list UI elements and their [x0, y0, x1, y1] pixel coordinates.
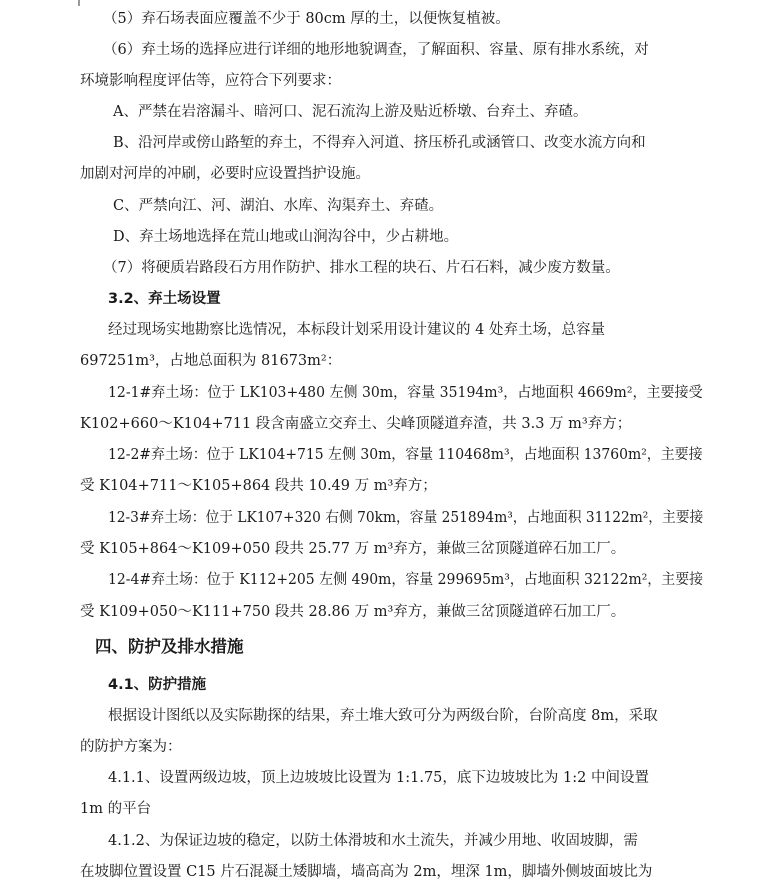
protection-intro: 根据设计图纸以及实际勘探的结果，弃土堆大致可分为两级台阶，台阶高度 8m，采取 — [108, 708, 658, 724]
site-summary-cont: 697251m³，占地总面积为 81673m²： — [80, 353, 342, 369]
clause-4-1-2-cont: 在坡脚位置设置 C15 片石混凝土矮脚墙，墙高高为 2m，埋深 1m，脚墙外侧坡面坡比为 — [80, 864, 653, 880]
paragraph-item-5: （5）弃石场表面应覆盖不少于 80cm 厚的土，以便恢复植被。 — [103, 11, 510, 27]
section-heading-3-2: 3.2、弃土场设置 — [108, 291, 221, 307]
requirement-a: A、严禁在岩溶漏斗、暗河口、泥石流沟上游及贴近桥墩、台弃土、弃碴。 — [113, 104, 588, 120]
requirement-b-cont: 加剧对河岸的冲刷，必要时应设置挡护设施。 — [80, 166, 370, 182]
paragraph-item-7: （7）将硬质岩路段石方用作防护、排水工程的块石、片石石料，减少废方数量。 — [103, 260, 620, 276]
paragraph-item-6-cont: 环境影响程度评估等，应符合下列要求： — [80, 73, 341, 89]
site-summary: 经过现场实地勘察比选情况，本标段计划采用设计建议的 4 处弃土场，总容量 — [108, 322, 605, 338]
chapter-heading-4: 四、防护及排水措施 — [95, 637, 244, 656]
requirement-d: D、弃土场地选择在荒山地或山涧沟谷中，少占耕地。 — [113, 229, 459, 245]
site-12-4-cont: 受 K109+050～K111+750 段共 28.86 万 m³弃方，兼做三岔顶隧道碎石加工厂。 — [80, 604, 626, 620]
site-12-3-cont: 受 K105+864～K109+050 段共 25.77 万 m³弃方，兼做三岔顶隧道碎石加工厂。 — [80, 541, 626, 557]
site-12-1-cont: K102+660～K104+711 段含南盛立交弃土、尖峰顶隧道弃渣，共 3.3 万 m³弃方； — [80, 416, 632, 432]
paragraph-item-6: （6）弃土场的选择应进行详细的地形地貌调查，了解面积、容量、原有排水系统，对 — [103, 42, 649, 58]
site-12-2: 12-2#弃土场：位于 LK104+715 左侧 30m，容量 110468m³，占地面积 13760m²，主要接 — [108, 447, 703, 463]
protection-intro-cont: 的防护方案为： — [80, 739, 182, 755]
site-12-2-cont: 受 K104+711～K105+864 段共 10.49 万 m³弃方； — [80, 478, 437, 494]
section-heading-4-1: 4.1、防护措施 — [108, 677, 207, 693]
clause-4-1-2: 4.1.2、为保证边坡的稳定，以防土体滑坡和水土流失，并减少用地、收固坡脚，需 — [108, 833, 638, 849]
requirement-c: C、严禁向江、河、湖泊、水库、沟渠弃土、弃碴。 — [113, 198, 444, 214]
clause-4-1-1: 4.1.1、设置两级边坡，顶上边坡坡比设置为 1:1.75，底下边坡坡比为 1:2 中间设置 — [108, 770, 649, 786]
site-12-1: 12-1#弃土场：位于 LK103+480 左侧 30m，容量 35194m³，占地面积 4669m²，主要接受 — [108, 385, 703, 401]
requirement-b: B、沿河岸或傍山路堑的弃土，不得弃入河道、挤压桥孔或涵管口、改变水流方向和 — [113, 135, 646, 151]
site-12-4: 12-4#弃土场：位于 K112+205 左侧 490m，容量 299695m³，占地面积 32122m²，主要接 — [108, 572, 704, 588]
site-12-3: 12-3#弃土场：位于 LK107+320 右侧 70km，容量 251894m³，占地面积 31122m²，主要接 — [108, 510, 704, 526]
clause-4-1-1-cont: 1m 的平台 — [80, 801, 152, 817]
